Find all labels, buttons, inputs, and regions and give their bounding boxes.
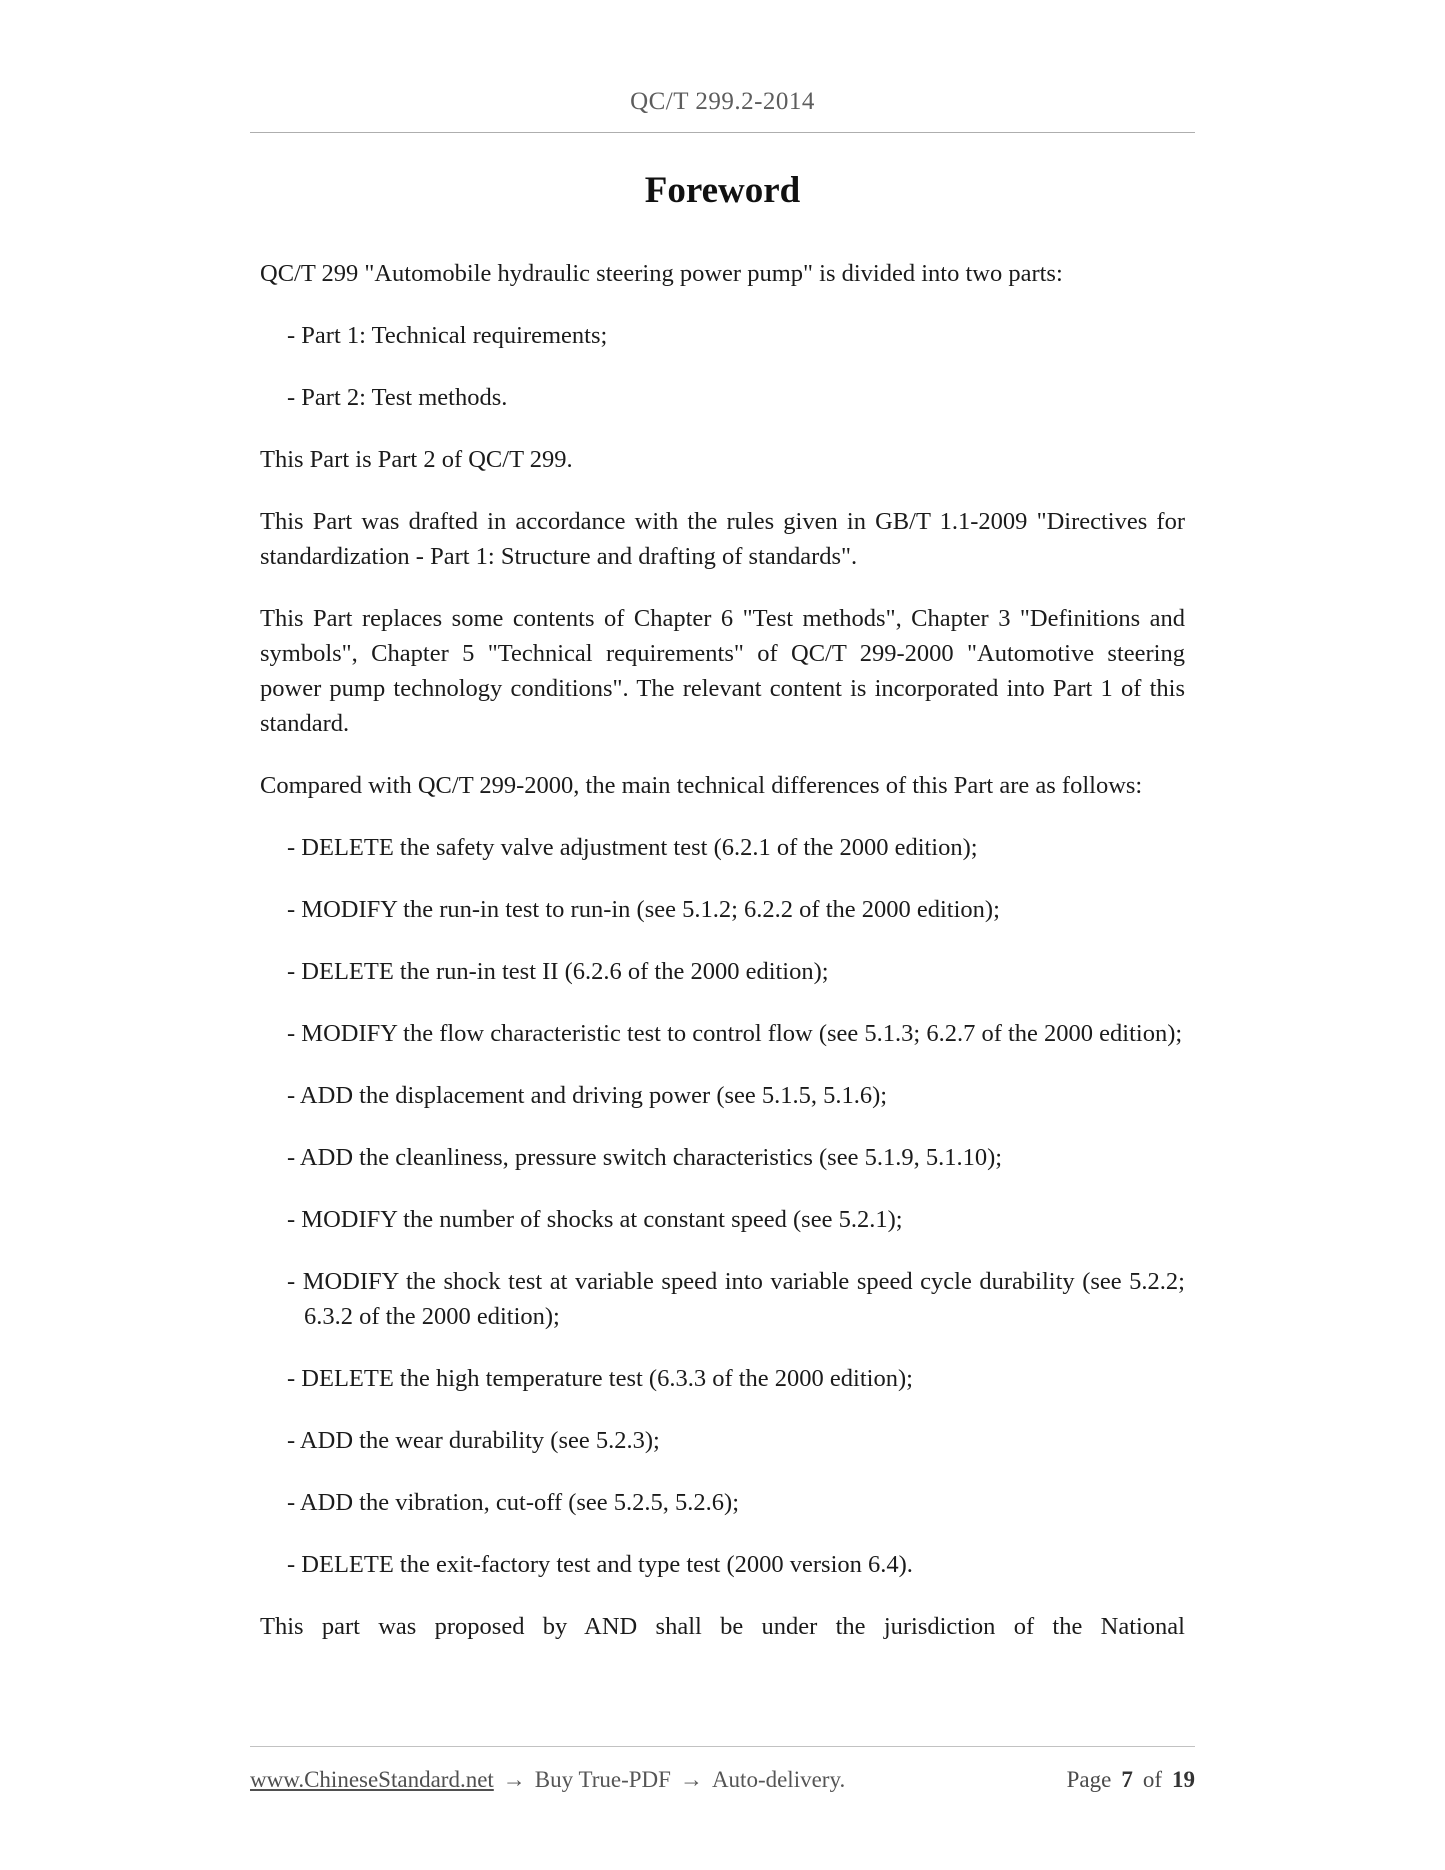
header-divider <box>250 132 1195 133</box>
list-item: - ADD the vibration, cut-off (see 5.2.5, 5.2.6); <box>287 1489 740 1516</box>
delivery-text: Auto-delivery. <box>711 1767 846 1792</box>
page-body <box>260 169 1185 1644</box>
page-label: Page <box>1066 1767 1112 1792</box>
paragraph: This Part was drafted in accordance with the rules given in GB/T 1.1-2009 "Directives for standardization - Part 1: Structure and drafting of standards". <box>260 508 1185 570</box>
footer-source-line <box>250 1767 845 1793</box>
list-item: - MODIFY the flow characteristic test to control flow (see 5.1.3; 6.2.7 of the 2000 edition); <box>287 1020 1183 1047</box>
list-item: - MODIFY the shock test at variable speed into variable speed cycle durability (see 5.2.2; 6.3.2 of the 2000 edition); <box>287 1268 1185 1330</box>
paragraph: This Part replaces some contents of Chapter 6 "Test methods", Chapter 3 "Definitions and symbols", Chapter 5 "Technical requirements" of QC/T 299-2000 "Automotive steering power pump technology conditions". The relevant content is incorporated into Part 1 of this standard. <box>260 605 1185 737</box>
page-title: Foreword <box>644 170 801 211</box>
document-number: QC/T 299.2-2014 <box>630 88 815 115</box>
list-item: - DELETE the high temperature test (6.3.3 of the 2000 edition); <box>287 1365 913 1392</box>
arrow-icon: → <box>679 1767 703 1792</box>
page-footer <box>250 1746 1195 1793</box>
list-item: - Part 1: Technical requirements; <box>287 322 608 349</box>
list-item: - ADD the cleanliness, pressure switch characteristics (see 5.1.9, 5.1.10); <box>287 1144 1003 1171</box>
list-item: - MODIFY the run-in test to run-in (see 5.1.2; 6.2.2 of the 2000 edition); <box>287 896 1000 923</box>
paragraph: This part was proposed by AND shall be under the jurisdiction of the National <box>260 1613 1185 1640</box>
list-item: - DELETE the run-in test II (6.2.6 of the 2000 edition); <box>287 958 829 985</box>
paragraph: Compared with QC/T 299-2000, the main technical differences of this Part are as follows: <box>260 772 1143 799</box>
of-label: of <box>1142 1767 1162 1792</box>
site-link[interactable]: www.ChineseStandard.net <box>250 1767 494 1792</box>
list-item: - DELETE the exit-factory test and type test (2000 version 6.4). <box>287 1551 913 1578</box>
buy-text: Buy True-PDF <box>534 1767 671 1792</box>
list-item: - MODIFY the number of shocks at constant speed (see 5.2.1); <box>287 1206 903 1233</box>
list-item: - Part 2: Test methods. <box>287 384 508 411</box>
paragraph: QC/T 299 "Automobile hydraulic steering power pump" is divided into two parts: <box>260 260 1063 287</box>
document-header <box>0 0 1445 133</box>
page-indicator <box>1067 1767 1195 1793</box>
arrow-icon: → <box>502 1767 526 1792</box>
list-item: - ADD the wear durability (see 5.2.3); <box>287 1427 660 1454</box>
list-item: - ADD the displacement and driving power (see 5.1.5, 5.1.6); <box>287 1082 888 1109</box>
current-page-number: 7 <box>1121 1767 1133 1792</box>
total-page-number: 19 <box>1172 1767 1195 1792</box>
list-item: - DELETE the safety valve adjustment test (6.2.1 of the 2000 edition); <box>287 834 978 861</box>
paragraph: This Part is Part 2 of QC/T 299. <box>260 446 573 473</box>
